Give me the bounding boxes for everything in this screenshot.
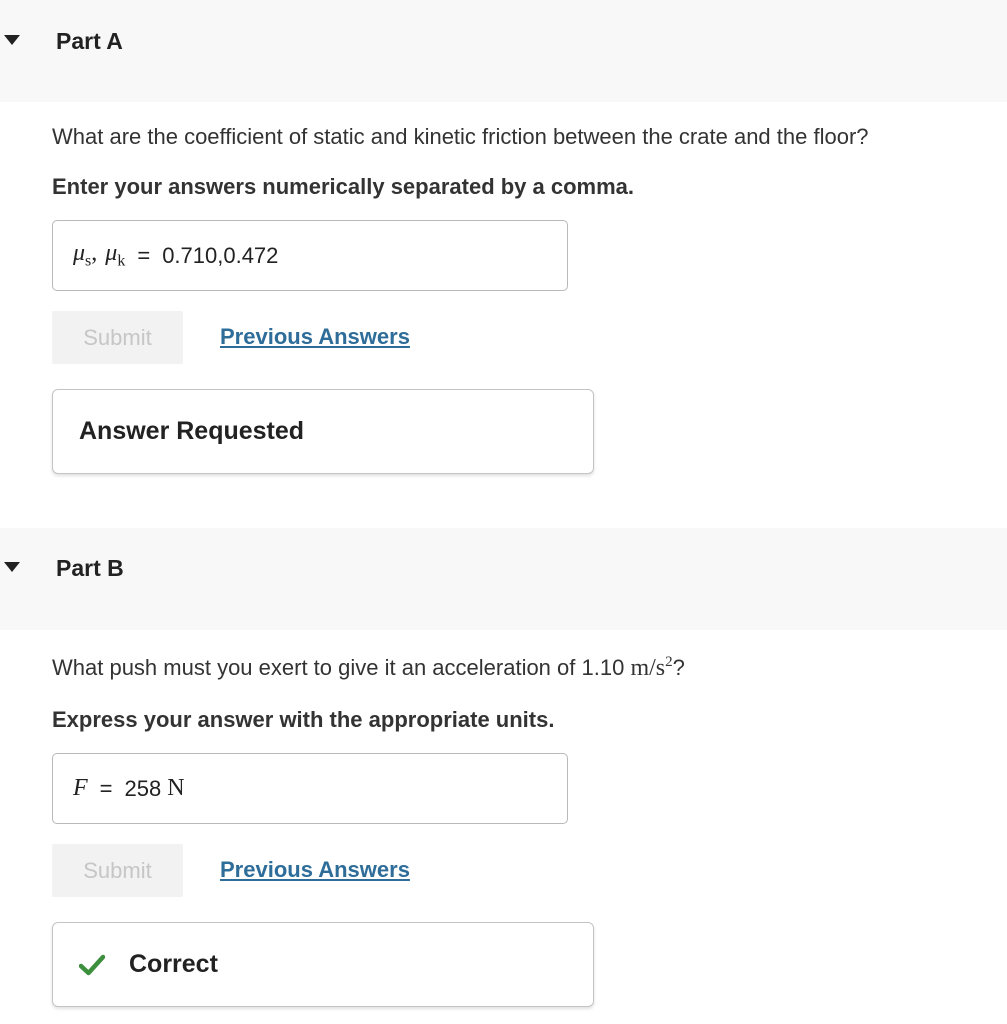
part-b-question: What push must you exert to give it an acceleration of 1.10 $m/s^2$? bbox=[52, 654, 685, 681]
part-a-question: What are the coefficient of static and kinetic friction between the crate and the floor? bbox=[52, 124, 869, 149]
part-b-header[interactable] bbox=[0, 528, 1007, 630]
part-b-submit-button[interactable]: Submit bbox=[52, 844, 183, 897]
caret-down-icon[interactable] bbox=[4, 562, 20, 572]
checkmark-icon bbox=[79, 954, 105, 976]
part-a-feedback-text: Answer Requested bbox=[79, 417, 305, 445]
part-b-feedback bbox=[52, 922, 594, 1007]
part-b-answer-value: 258 bbox=[124, 775, 162, 801]
part-a-previous-answers-link[interactable]: Previous Answers bbox=[220, 324, 410, 349]
part-a-answer-field[interactable] bbox=[52, 220, 568, 291]
equals-sign: = bbox=[137, 242, 151, 268]
force-variable: F bbox=[73, 775, 88, 801]
part-a-answer-value: 0.710,0.472 bbox=[162, 242, 279, 268]
mu-k-label: $\mu_k$ bbox=[105, 240, 126, 270]
part-b-title: Part B bbox=[56, 555, 124, 581]
part-b-previous-answers-link[interactable]: Previous Answers bbox=[220, 857, 410, 882]
part-a-header[interactable] bbox=[0, 0, 1007, 102]
part-b-feedback-text: Correct bbox=[129, 950, 218, 978]
part-b-instruction: Express your answer with the appropriate units. bbox=[52, 707, 555, 732]
caret-down-icon[interactable] bbox=[4, 35, 20, 45]
acceleration-unit: $m/s^2$ bbox=[630, 654, 673, 681]
mu-s-label: $\mu_s$, bbox=[73, 240, 98, 270]
part-b-answer-field[interactable] bbox=[52, 753, 568, 824]
part-a-title: Part A bbox=[56, 28, 123, 54]
equals-sign: = bbox=[99, 775, 113, 801]
part-a-submit-button[interactable]: Submit bbox=[52, 311, 183, 364]
part-a-feedback bbox=[52, 389, 594, 474]
part-b-answer-unit: N bbox=[167, 775, 185, 801]
part-a-instruction: Enter your answers numerically separated by a comma. bbox=[52, 174, 635, 199]
